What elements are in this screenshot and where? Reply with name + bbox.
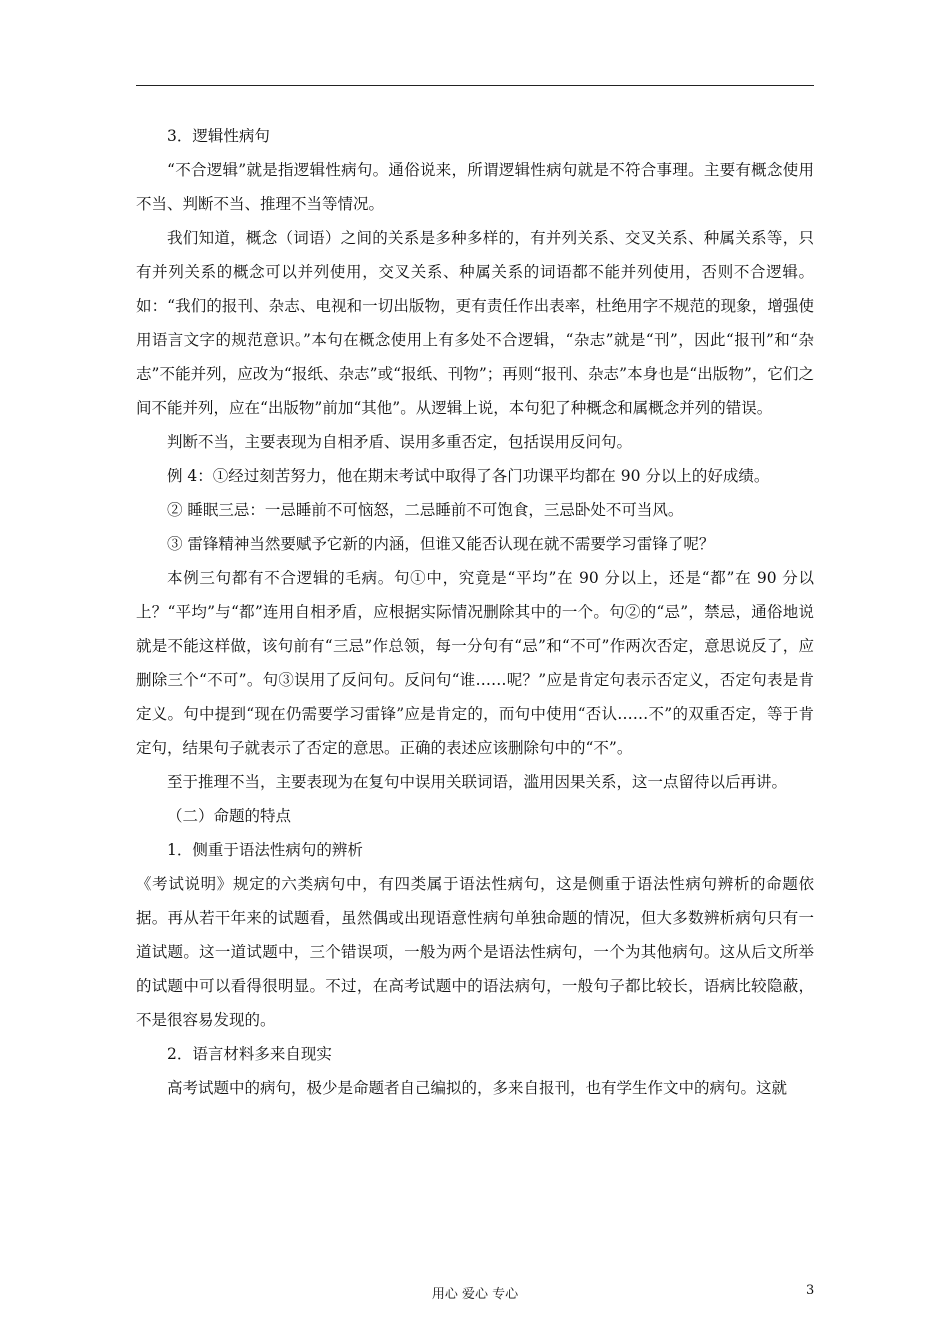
paragraph: “不合逻辑”就是指逻辑性病句。通俗说来，所谓逻辑性病句就是不符合事理。主要有概念使用不当、判断不当、推理不当等情况。 xyxy=(136,161,814,213)
section-heading-question-features: （二）命题的特点 xyxy=(167,807,292,825)
header-rule xyxy=(136,85,814,86)
document-body xyxy=(136,119,814,1105)
subsection-heading-real-material: 2．语言材料多来自现实 xyxy=(167,1045,332,1063)
example-line: ③ 雷锋精神当然要赋予它新的内涵，但谁又能否认现在就不需要学习雷锋了呢？ xyxy=(167,535,715,553)
paragraph: 判断不当，主要表现为自相矛盾、误用多重否定，包括误用反问句。 xyxy=(167,433,633,451)
page-number: 3 xyxy=(806,1283,815,1298)
paragraph: 我们知道，概念（词语）之间的关系是多种多样的，有并列关系、交叉关系、种属关系等，只有并列关系的概念可以并列使用，交叉关系、种属关系的词语都不能并列使用，否则不合逻辑。如：“我们的报刊、杂志、电视和一切出版物，更有责任作出表率，杜绝用字不规范的现象，增强使用语言文字的规范意识。”本句在概念使用上有多处不合逻辑，“杂志”就是“刊”，因此“报刊”和“杂志”不能并列，应改为“报纸、杂志”或“报纸、刊物”；再则“报刊、杂志”本身也是“出版物”，它们之间不能并列，应在“出版物”前加“其他”。从逻辑上说，本句犯了种概念和属概念并列的错误。 xyxy=(136,229,814,417)
footer-motto: 用心 爱心 专心 xyxy=(431,1287,519,1302)
example-line: ② 睡眠三忌：一忌睡前不可恼怒，二忌睡前不可饱食，三忌卧处不可当风。 xyxy=(167,501,684,519)
paragraph: 本例三句都有不合逻辑的毛病。句①中，究竟是“平均”在 90 分以上，还是“都”在 90 分以上？“平均”与“都”连用自相矛盾，应根据实际情况删除其中的一个。句②的“忌”，禁忌，通俗地说就是不能这样做，该句前有“三忌”作总领，每一分句有“忌”和“不可”作两次否定，意思说反了，应删除三个“不可”。句③误用了反问句。反问句“谁……呢？”应是肯定句表示否定义，否定句表是肯定义。句中提到“现在仍需要学习雷锋”应是肯定的，而句中使用“否认……不”的双重否定，等于肯定句，结果句子就表示了否定的意思。正确的表述应该删除句中的“不”。 xyxy=(136,569,814,757)
paragraph: 至于推理不当，主要表现为在复句中误用关联词语，滥用因果关系，这一点留待以后再讲。 xyxy=(167,773,788,791)
paragraph: 《考试说明》规定的六类病句中，有四类属于语法性病句，这是侧重于语法性病句辨析的命题依据。再从若干年来的试题看，虽然偶或出现语意性病句单独命题的情况，但大多数辨析病句只有一道试题。这一道试题中，三个错误项，一般为两个是语法性病句，一个为其他病句。这从后文所举的试题中可以看得很明显。不过，在高考试题中的语法病句，一般句子都比较长，语病比较隐蔽，不是很容易发现的。 xyxy=(136,875,814,1029)
paragraph: 高考试题中的病句，极少是命题者自己编拟的，多来自报刊，也有学生作文中的病句。这就 xyxy=(167,1079,788,1097)
section-heading-logical-errors: 3．逻辑性病句 xyxy=(167,127,270,145)
subsection-heading-grammar-focus: 1．侧重于语法性病句的辨析 xyxy=(167,841,363,859)
example-line: 例 4：①经过刻苦努力，他在期末考试中取得了各门功课平均都在 90 分以上的好成绩。 xyxy=(167,467,770,485)
